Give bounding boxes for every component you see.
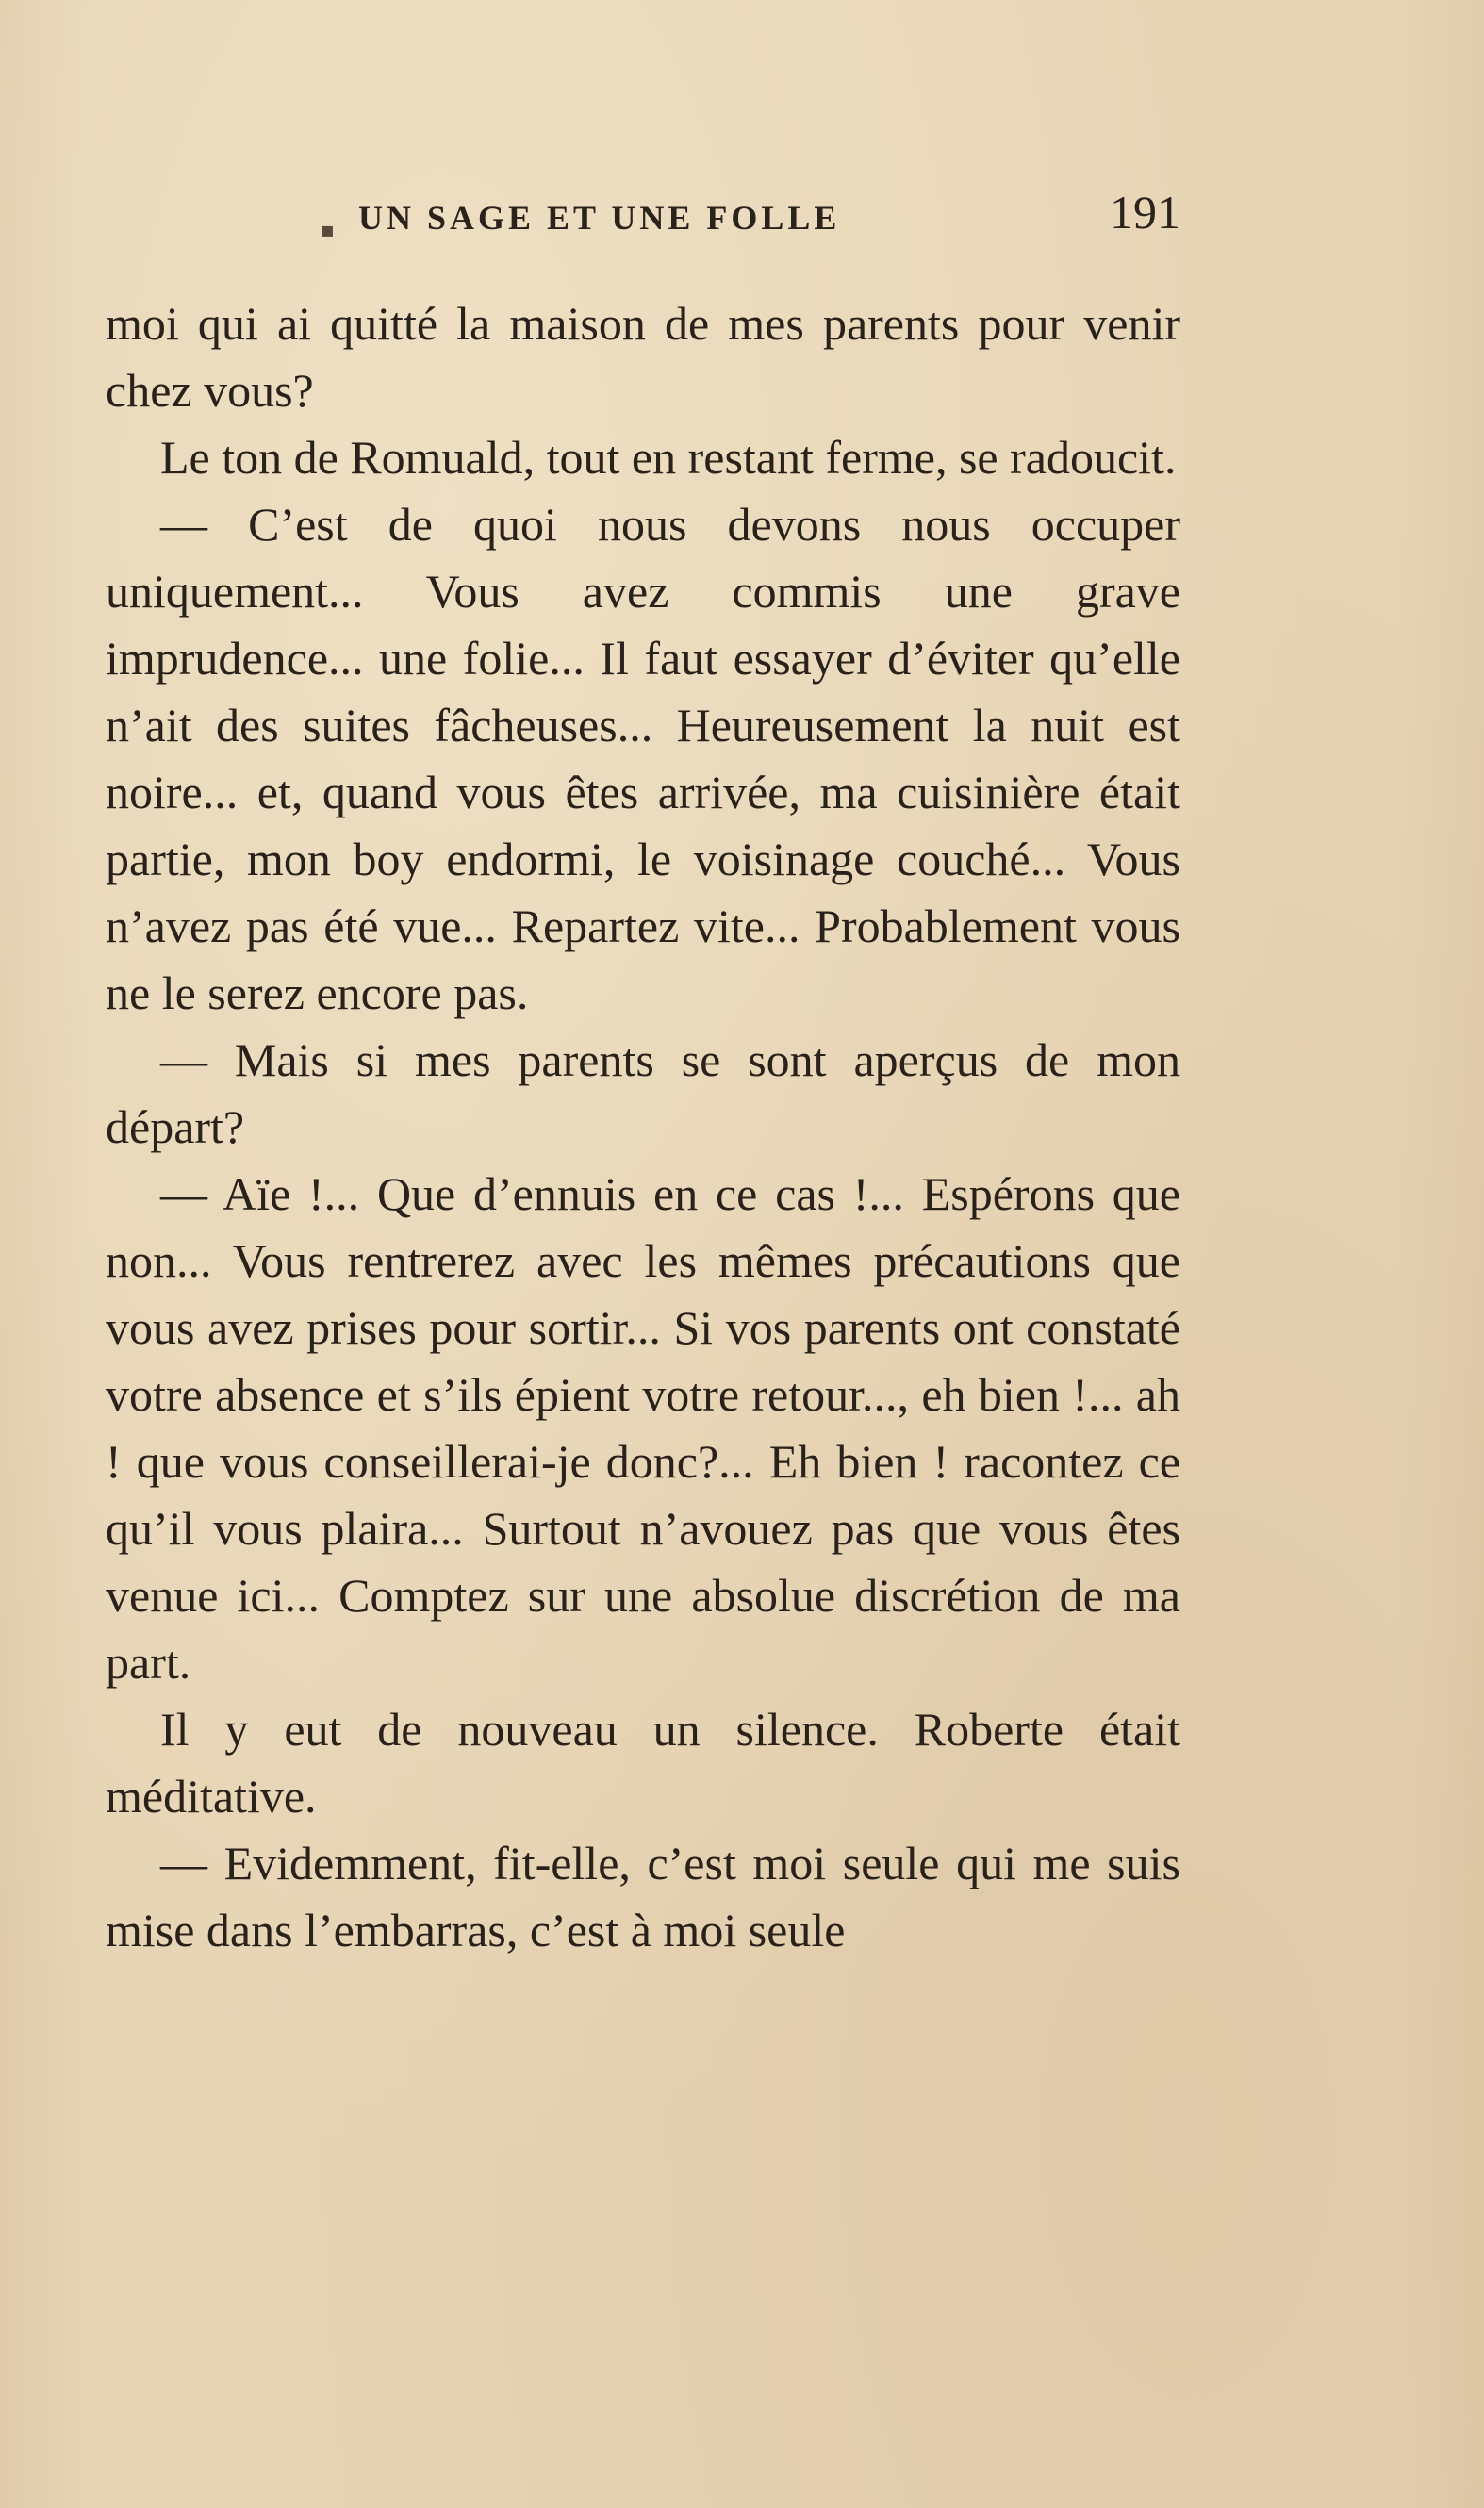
paragraph: — Aïe !... Que d’ennuis en ce cas !... Espérons que non... Vous rentrerez avec les mêmes précautions que vous avez prises pour sortir... Si vos parents ont constaté votre absence et s’ils épient votre retour..., eh bien !... ah ! que vous conseillerai-je donc?... Eh bien ! racontez ce qu’il vous plaira... Surtout n’avouez pas que vous êtes venue ici... Comptez sur une absolue discrétion de ma part. <box>106 1167 1180 1689</box>
paragraph: — Mais si mes parents se sont aperçus de mon départ? <box>106 1033 1180 1153</box>
paragraph: — C’est de quoi nous devons nous occuper uniquement... Vous avez commis une grave imprudence... une folie... Il faut essayer d’éviter qu’elle n’ait des suites fâcheuses... Heureusement la nuit est noire... et, quand vous êtes arrivée, ma cuisinière était partie, mon boy endormi, le voisinage couché... Vous n’avez pas été vue... Repartez vite... Probablement vous ne le serez encore pas. <box>106 498 1180 1019</box>
paragraph: Le ton de Romuald, tout en restant ferme, se radoucit. <box>160 431 1177 484</box>
paragraph: moi qui ai quitté la maison de mes parents pour venir chez vous? <box>106 297 1180 417</box>
body-text <box>106 290 1180 1964</box>
paragraph: — Evidemment, fit-elle, c’est moi seule qui me suis mise dans l’embarras, c’est à moi seule <box>106 1837 1180 1956</box>
page-number: 191 <box>1110 186 1180 239</box>
running-title: UN SAGE ET UNE FOLLE <box>358 199 841 237</box>
ornament-mark: ▪ <box>321 219 335 242</box>
running-head <box>104 185 1180 241</box>
paragraph: Il y eut de nouveau un silence. Roberte était méditative. <box>106 1703 1180 1823</box>
